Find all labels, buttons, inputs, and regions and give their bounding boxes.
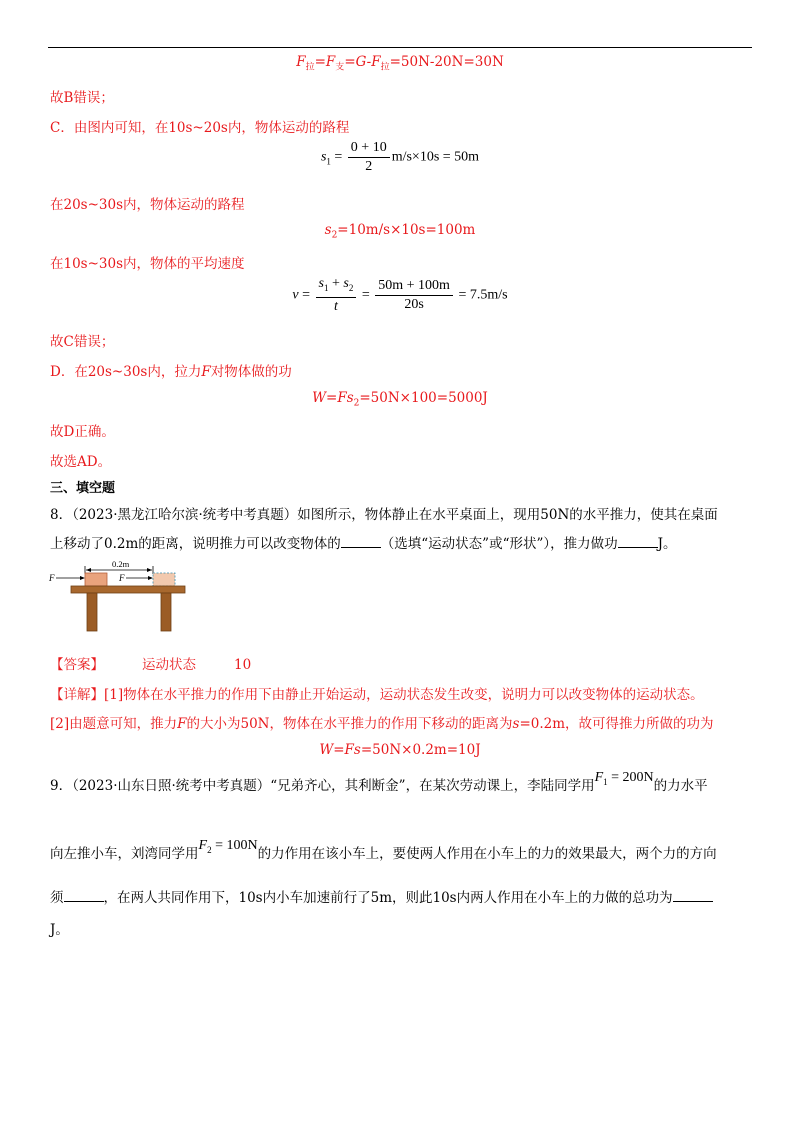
block-end [153,573,175,586]
q8-blank-2[interactable] [618,535,658,548]
header-rule [48,47,752,48]
text-c-wrong: 故C错误； [50,334,115,350]
figure-force-label-2: F [119,573,125,583]
q9-line1: 9．（2023·山东日照·统考中考真题）“兄弟齐心，其利断金”，在某次劳动课上，李陆同学用$F_1 = 200N$的力水平 [50,770,708,794]
q9-blank-1[interactable] [64,889,104,902]
q8-detail-line1: 【详解】[1]物体在水平推力的作用下由静止开始运动，运动状态发生改变，说明力可以改变物体的运动状态。 [50,687,704,703]
q8-answer: 【答案】 运动状态 10 [50,657,252,673]
q9-line2: 向左推小车，刘湾同学用$F_2 = 100N$的力作用在该小车上，要使两人作用在小车上的力的效果最大，两个力的方向 [50,838,717,862]
q9-line4: J。 [50,922,69,938]
equation-w: $W=Fs_2=50N\times 100=5000J$ [312,390,488,409]
block-start [85,573,107,586]
q8-line2: 上移动了0.2m的距离，说明推力可以改变物体的 （选填“运动状态”或“形状”），推力做功 J。 [50,536,677,552]
section-title: 三、填空题 [50,481,116,496]
text-20-30-path: 在20s~30s内，物体运动的路程 [50,197,245,213]
q8-work-equation: W=Fs=50N×0.2m=10J [319,742,481,758]
text-d-intro: D．在20s~30s内，拉力F对物体做的功 [50,364,292,380]
q9-line3: 须 ，在两人共同作用下，10s内小车加速前行了5m，则此10s内两人作用在小车上的力做的总功为 [50,886,713,906]
equation-s1: $s_1$ = $\frac{0 + 10}{2}$ m/s×10s = 50m [320,140,480,174]
q9-blank-2[interactable] [673,889,713,902]
figure-distance-label: 0.2m [112,559,130,569]
text-average-speed: 在10s~30s内，物体的平均速度 [50,256,245,272]
text-d-correct: 故D正确。 [50,424,115,440]
text-b-wrong: 故B错误； [50,90,114,106]
equation-f-net: $F_拉=F_支=G-F_拉=50N-20N=30N$ [296,54,504,73]
text-c-intro: C．由图内可知，在10s~20s内，物体运动的路程 [50,120,350,136]
text-choose-ad: 故选AD。 [50,454,112,470]
q8-line1: 8．（2023·黑龙江哈尔滨·统考中考真题）如图所示，物体静止在水平桌面上，现用50N的水平推力，使其在桌面 [50,507,718,523]
equation-s2: $s_2=10m/s\times 10s=100m$ [324,222,476,241]
q8-detail-line2: [2]由题意可知，推力F的大小为50N，物体在水平推力的作用下移动的距离为s=0.2m，故可得推力所做的功为 [50,716,714,732]
q8-blank-1[interactable] [341,535,381,548]
figure-force-label-1: F [49,573,55,583]
equation-v: v = $\frac{s_1 + s_2}{t}$ = $\frac{50m + 100m}{20s}$ = 7.5m/s [292,276,508,314]
table-figure [48,558,188,634]
